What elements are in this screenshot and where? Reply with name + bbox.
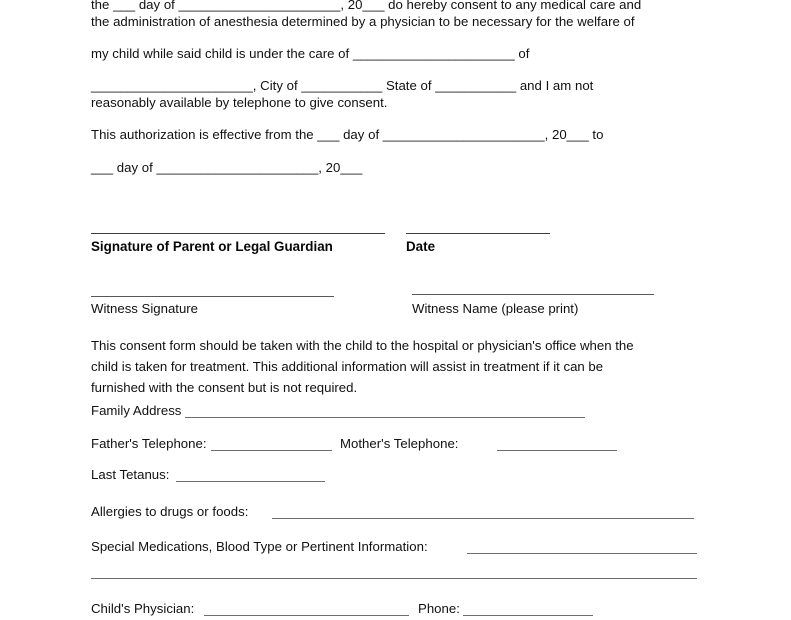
effective-date-line-2: ___ day of ______________________, 20___ [91, 160, 363, 175]
last-tetanus-label: Last Tetanus: [91, 467, 170, 482]
instructions-line-3: furnished with the consent but is not required. [91, 380, 358, 395]
consent-line-5: reasonably available by telephone to give consent. [91, 95, 388, 110]
special-medications-rule[interactable] [467, 553, 697, 554]
childs-physician-label: Child's Physician: [91, 601, 195, 616]
witness-name-rule[interactable] [412, 294, 654, 295]
instructions-line-1: This consent form should be taken with the child to the hospital or physician's office when the [91, 338, 634, 353]
consent-line-1: the ___ day of ______________________, 20___ do hereby consent to any medical care and [91, 0, 642, 12]
parent-signature-rule[interactable] [91, 233, 385, 234]
consent-line-2: the administration of anesthesia determined by a physician to be necessary for the welfare of [91, 14, 635, 29]
family-address-label: Family Address [91, 403, 182, 418]
special-medications-label: Special Medications, Blood Type or Pertinent Information: [91, 539, 428, 554]
phone-label: Phone: [418, 601, 460, 616]
witness-signature-label: Witness Signature [91, 301, 199, 316]
phone-rule[interactable] [463, 615, 593, 616]
date-label: Date [406, 239, 436, 254]
allergies-label: Allergies to drugs or foods: [91, 504, 249, 519]
fathers-telephone-rule[interactable] [211, 450, 332, 451]
last-tetanus-rule[interactable] [176, 481, 325, 482]
witness-signature-rule[interactable] [91, 296, 334, 297]
date-rule[interactable] [406, 233, 550, 234]
mothers-telephone-rule[interactable] [497, 450, 617, 451]
instructions-paragraph [91, 335, 701, 398]
special-medications-continuation-rule[interactable] [91, 578, 697, 579]
fathers-telephone-label: Father's Telephone: [91, 436, 207, 451]
family-address-rule[interactable] [185, 417, 585, 418]
witness-name-label: Witness Name (please print) [412, 301, 579, 316]
allergies-rule[interactable] [272, 518, 694, 519]
instructions-line-2: child is taken for treatment. This additional information will assist in treatment if it can be [91, 359, 604, 374]
consent-line-3: my child while said child is under the care of ______________________ of [91, 46, 530, 61]
parent-signature-label: Signature of Parent or Legal Guardian [91, 239, 333, 254]
effective-date-line-1: This authorization is effective from the ___ day of ______________________, 20___ to [91, 127, 604, 142]
consent-line-4: ______________________, City of ___________ State of ___________ and I am not [91, 78, 594, 93]
childs-physician-rule[interactable] [204, 615, 409, 616]
mothers-telephone-label: Mother's Telephone: [340, 436, 459, 451]
